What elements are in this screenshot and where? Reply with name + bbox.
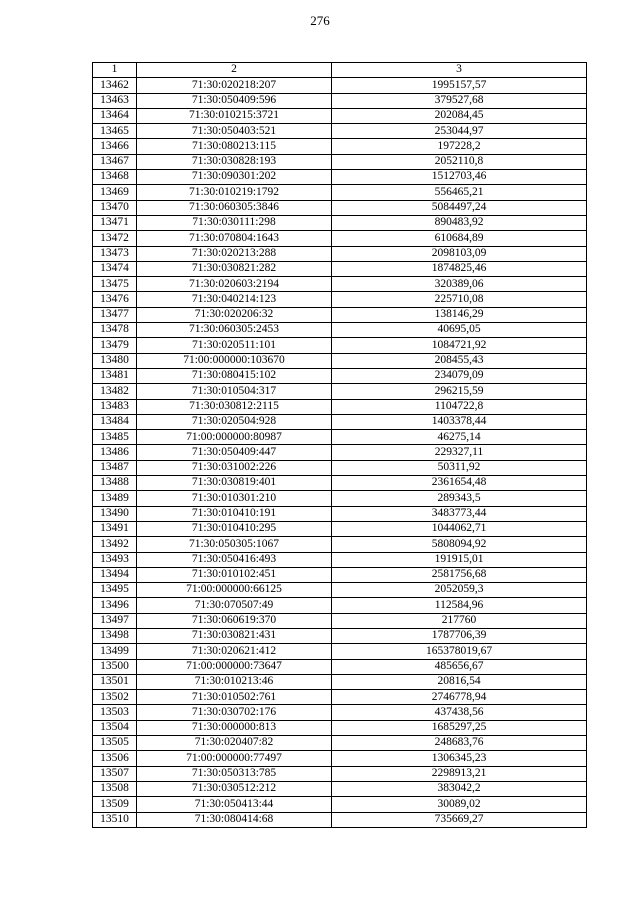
table-row	[93, 781, 587, 796]
value-cell: 1995157,57	[332, 78, 587, 93]
table-row	[93, 261, 587, 276]
table-row	[93, 598, 587, 613]
cadastral-number-cell: 71:30:050409:596	[137, 93, 332, 108]
cadastral-number-cell: 71:30:030111:298	[137, 215, 332, 230]
row-number-cell: 13471	[93, 215, 137, 230]
table-row	[93, 812, 587, 827]
value-cell: 30089,02	[332, 797, 587, 812]
table-row	[93, 384, 587, 399]
table-row	[93, 628, 587, 643]
row-number-cell: 13496	[93, 598, 137, 613]
value-cell: 40695,05	[332, 323, 587, 338]
table-row	[93, 323, 587, 338]
value-cell: 202084,45	[332, 108, 587, 123]
cadastral-number-cell: 71:30:010213:46	[137, 674, 332, 689]
cadastral-number-cell: 71:30:030821:431	[137, 628, 332, 643]
value-cell: 112584,96	[332, 598, 587, 613]
cadastral-number-cell: 71:30:080415:102	[137, 368, 332, 383]
cadastral-number-cell: 71:30:050403:521	[137, 124, 332, 139]
cadastral-number-cell: 71:30:030702:176	[137, 705, 332, 720]
cadastral-number-cell: 71:30:050305:1067	[137, 537, 332, 552]
cadastral-number-cell: 71:30:020511:101	[137, 338, 332, 353]
table-header-row	[93, 63, 587, 78]
cadastral-number-cell: 71:30:030812:2115	[137, 399, 332, 414]
value-cell: 2052059,3	[332, 583, 587, 598]
cadastral-number-cell: 71:00:000000:66125	[137, 583, 332, 598]
value-cell: 383042,2	[332, 781, 587, 796]
row-number-cell: 13505	[93, 736, 137, 751]
table-row	[93, 185, 587, 200]
cadastral-number-cell: 71:30:050413:44	[137, 797, 332, 812]
value-cell: 437438,56	[332, 705, 587, 720]
cadastral-number-cell: 71:00:000000:73647	[137, 659, 332, 674]
row-number-cell: 13495	[93, 583, 137, 598]
cadastral-number-cell: 71:30:090301:202	[137, 170, 332, 185]
row-number-cell: 13467	[93, 154, 137, 169]
table-row	[93, 736, 587, 751]
cadastral-number-cell: 71:30:000000:813	[137, 720, 332, 735]
value-cell: 2298913,21	[332, 766, 587, 781]
row-number-cell: 13480	[93, 353, 137, 368]
table-row	[93, 690, 587, 705]
row-number-cell: 13485	[93, 430, 137, 445]
table-row	[93, 567, 587, 582]
cadastral-number-cell: 71:30:010502:761	[137, 690, 332, 705]
table-row	[93, 644, 587, 659]
value-cell: 5084497,24	[332, 200, 587, 215]
cadastral-number-cell: 71:30:040214:123	[137, 292, 332, 307]
value-cell: 229327,11	[332, 445, 587, 460]
table-row	[93, 170, 587, 185]
cadastral-number-cell: 71:30:030821:282	[137, 261, 332, 276]
cadastral-number-cell: 71:00:000000:77497	[137, 751, 332, 766]
cadastral-number-cell: 71:30:010102:451	[137, 567, 332, 582]
table-row	[93, 231, 587, 246]
cadastral-number-cell: 71:30:030512:212	[137, 781, 332, 796]
cadastral-number-cell: 71:30:060619:370	[137, 613, 332, 628]
row-number-cell: 13492	[93, 537, 137, 552]
row-number-cell: 13478	[93, 323, 137, 338]
value-cell: 1874825,46	[332, 261, 587, 276]
cadastral-number-cell: 71:30:020407:82	[137, 736, 332, 751]
cadastral-number-cell: 71:30:020213:288	[137, 246, 332, 261]
value-cell: 2581756,68	[332, 567, 587, 582]
row-number-cell: 13479	[93, 338, 137, 353]
cadastral-number-cell: 71:30:080414:68	[137, 812, 332, 827]
row-number-cell: 13497	[93, 613, 137, 628]
row-number-cell: 13494	[93, 567, 137, 582]
table-row	[93, 399, 587, 414]
value-cell: 2361654,48	[332, 476, 587, 491]
cadastral-number-cell: 71:30:020206:32	[137, 307, 332, 322]
row-number-cell: 13468	[93, 170, 137, 185]
cadastral-number-cell: 71:30:020218:207	[137, 78, 332, 93]
cadastral-number-cell: 71:30:020621:412	[137, 644, 332, 659]
row-number-cell: 13465	[93, 124, 137, 139]
value-cell: 253044,97	[332, 124, 587, 139]
row-number-cell: 13483	[93, 399, 137, 414]
table-row	[93, 583, 587, 598]
table-row	[93, 506, 587, 521]
row-number-cell: 13491	[93, 521, 137, 536]
value-cell: 890483,92	[332, 215, 587, 230]
table-row	[93, 674, 587, 689]
cadastral-number-cell: 71:30:050416:493	[137, 552, 332, 567]
row-number-cell: 13481	[93, 368, 137, 383]
cadastral-number-cell: 71:30:070804:1643	[137, 231, 332, 246]
value-cell: 3483773,44	[332, 506, 587, 521]
table-row	[93, 552, 587, 567]
row-number-cell: 13487	[93, 460, 137, 475]
table-row	[93, 246, 587, 261]
table-row	[93, 368, 587, 383]
row-number-cell: 13501	[93, 674, 137, 689]
cadastral-number-cell: 71:30:020504:928	[137, 414, 332, 429]
value-cell: 296215,59	[332, 384, 587, 399]
row-number-cell: 13476	[93, 292, 137, 307]
table-row	[93, 414, 587, 429]
value-cell: 379527,68	[332, 93, 587, 108]
value-cell: 217760	[332, 613, 587, 628]
cadastral-number-cell: 71:30:010301:210	[137, 491, 332, 506]
table-row	[93, 353, 587, 368]
value-cell: 1512703,46	[332, 170, 587, 185]
table-row	[93, 307, 587, 322]
cadastral-number-cell: 71:30:060305:3846	[137, 200, 332, 215]
cadastral-number-cell: 71:30:010410:191	[137, 506, 332, 521]
row-number-cell: 13508	[93, 781, 137, 796]
value-cell: 165378019,67	[332, 644, 587, 659]
row-number-cell: 13466	[93, 139, 137, 154]
value-cell: 1403378,44	[332, 414, 587, 429]
table-row	[93, 215, 587, 230]
page-number: 276	[310, 13, 330, 28]
row-number-cell: 13503	[93, 705, 137, 720]
table-row	[93, 797, 587, 812]
cadastral-number-cell: 71:30:031002:226	[137, 460, 332, 475]
cadastral-number-cell: 71:30:030828:193	[137, 154, 332, 169]
column-header-1: 1	[93, 63, 137, 78]
table-row	[93, 292, 587, 307]
cadastral-number-cell: 71:30:010504:317	[137, 384, 332, 399]
value-cell: 197228,2	[332, 139, 587, 154]
row-number-cell: 13470	[93, 200, 137, 215]
value-cell: 735669,27	[332, 812, 587, 827]
cadastral-number-cell: 71:30:070507:49	[137, 598, 332, 613]
value-cell: 320389,06	[332, 277, 587, 292]
table-row	[93, 659, 587, 674]
value-cell: 46275,14	[332, 430, 587, 445]
table-row	[93, 537, 587, 552]
table-row	[93, 124, 587, 139]
value-cell: 50311,92	[332, 460, 587, 475]
table-row	[93, 139, 587, 154]
value-cell: 2098103,09	[332, 246, 587, 261]
value-cell: 20816,54	[332, 674, 587, 689]
value-cell: 191915,01	[332, 552, 587, 567]
value-cell: 556465,21	[332, 185, 587, 200]
cadastral-number-cell: 71:30:030819:401	[137, 476, 332, 491]
table-row	[93, 445, 587, 460]
row-number-cell: 13488	[93, 476, 137, 491]
value-cell: 1104722,8	[332, 399, 587, 414]
table-row	[93, 766, 587, 781]
row-number-cell: 13504	[93, 720, 137, 735]
cadastral-number-cell: 71:30:050409:447	[137, 445, 332, 460]
value-cell: 1685297,25	[332, 720, 587, 735]
row-number-cell: 13462	[93, 78, 137, 93]
cadastral-number-cell: 71:30:010219:1792	[137, 185, 332, 200]
table-row	[93, 200, 587, 215]
value-cell: 248683,76	[332, 736, 587, 751]
table-row	[93, 430, 587, 445]
table-row	[93, 93, 587, 108]
row-number-cell: 13510	[93, 812, 137, 827]
table-row	[93, 277, 587, 292]
row-number-cell: 13490	[93, 506, 137, 521]
value-cell: 610684,89	[332, 231, 587, 246]
row-number-cell: 13464	[93, 108, 137, 123]
value-cell: 289343,5	[332, 491, 587, 506]
cadastral-number-cell: 71:30:010410:295	[137, 521, 332, 536]
value-cell: 2746778,94	[332, 690, 587, 705]
row-number-cell: 13484	[93, 414, 137, 429]
value-cell: 225710,08	[332, 292, 587, 307]
table-row	[93, 491, 587, 506]
row-number-cell: 13473	[93, 246, 137, 261]
row-number-cell: 13472	[93, 231, 137, 246]
value-cell: 208455,43	[332, 353, 587, 368]
table-row	[93, 720, 587, 735]
row-number-cell: 13463	[93, 93, 137, 108]
cadastral-number-cell: 71:30:020603:2194	[137, 277, 332, 292]
row-number-cell: 13475	[93, 277, 137, 292]
table-row	[93, 476, 587, 491]
table-row	[93, 705, 587, 720]
value-cell: 1787706,39	[332, 628, 587, 643]
row-number-cell: 13469	[93, 185, 137, 200]
row-number-cell: 13502	[93, 690, 137, 705]
row-number-cell: 13498	[93, 628, 137, 643]
table-row	[93, 521, 587, 536]
table-row	[93, 338, 587, 353]
value-cell: 5808094,92	[332, 537, 587, 552]
value-cell: 1084721,92	[332, 338, 587, 353]
table-body	[93, 78, 587, 828]
table-row	[93, 460, 587, 475]
table-row	[93, 751, 587, 766]
row-number-cell: 13499	[93, 644, 137, 659]
row-number-cell: 13507	[93, 766, 137, 781]
value-cell: 1044062,71	[332, 521, 587, 536]
row-number-cell: 13489	[93, 491, 137, 506]
table-row	[93, 613, 587, 628]
row-number-cell: 13482	[93, 384, 137, 399]
value-cell: 2052110,8	[332, 154, 587, 169]
table-row	[93, 154, 587, 169]
value-cell: 138146,29	[332, 307, 587, 322]
table-row	[93, 78, 587, 93]
row-number-cell: 13506	[93, 751, 137, 766]
row-number-cell: 13500	[93, 659, 137, 674]
column-header-2: 2	[137, 63, 332, 78]
row-number-cell: 13493	[93, 552, 137, 567]
cadastral-number-cell: 71:00:000000:103670	[137, 353, 332, 368]
cadastral-number-cell: 71:00:000000:80987	[137, 430, 332, 445]
row-number-cell: 13486	[93, 445, 137, 460]
value-cell: 1306345,23	[332, 751, 587, 766]
data-table	[92, 62, 587, 828]
cadastral-number-cell: 71:30:080213:115	[137, 139, 332, 154]
cadastral-number-cell: 71:30:010215:3721	[137, 108, 332, 123]
column-header-3: 3	[332, 63, 587, 78]
cadastral-number-cell: 71:30:060305:2453	[137, 323, 332, 338]
row-number-cell: 13474	[93, 261, 137, 276]
value-cell: 234079,09	[332, 368, 587, 383]
row-number-cell: 13509	[93, 797, 137, 812]
table-row	[93, 108, 587, 123]
cadastral-number-cell: 71:30:050313:785	[137, 766, 332, 781]
value-cell: 485656,67	[332, 659, 587, 674]
row-number-cell: 13477	[93, 307, 137, 322]
